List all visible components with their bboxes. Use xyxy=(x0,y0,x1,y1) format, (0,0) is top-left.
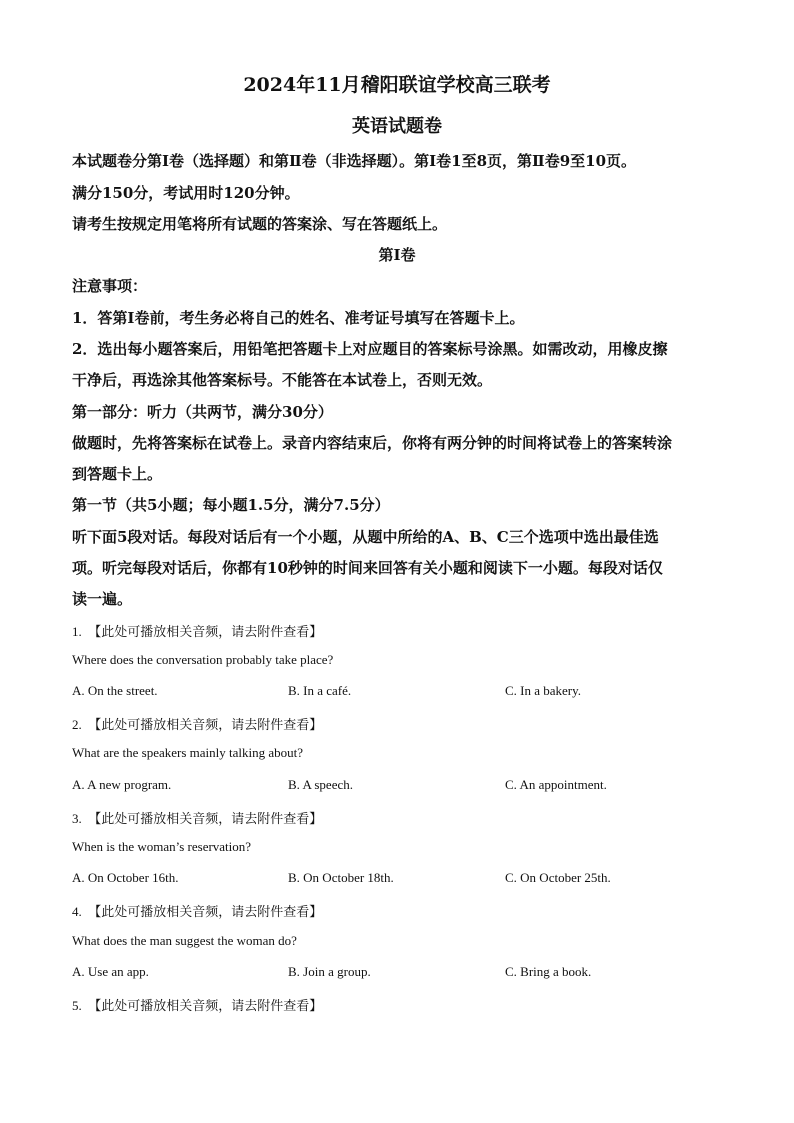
exam-subtitle: 英语试题卷 xyxy=(352,116,442,137)
question-3-text: When is the woman’s reservation? xyxy=(72,839,252,854)
part1-heading: 第一部分：听力（共两节，满分30分） xyxy=(72,403,333,421)
question-4-options xyxy=(72,964,722,982)
option-b: B. On October 18th. xyxy=(288,870,394,885)
audio-placeholder-note: 【此处可播放相关音频，请去附件查看】 xyxy=(88,718,323,733)
notice-item-1: 1．答第Ⅰ卷前，考生务必将自己的姓名、准考证号填写在答题卡上。 xyxy=(72,309,525,327)
option-b: B. In a café. xyxy=(288,683,352,698)
option-a: A. Use an app. xyxy=(72,964,149,979)
option-b: B. Join a group. xyxy=(288,964,371,979)
option-b: B. A speech. xyxy=(288,777,353,792)
notice-item-2-line-1: 2．选出每小题答案后，用铅笔把答题卡上对应题目的答案标号涂黑。如需改动，用橡皮擦 xyxy=(72,340,668,358)
intro-line-1: 本试题卷分第Ⅰ卷（选择题）和第Ⅱ卷（非选择题）。第Ⅰ卷1至8页，第Ⅱ卷9至10页。 xyxy=(72,152,637,170)
intro-line-2: 满分150分，考试用时120分钟。 xyxy=(72,184,300,202)
audio-placeholder-note: 【此处可播放相关音频，请去附件查看】 xyxy=(88,625,323,640)
section1-instruction-line-3: 读一遍。 xyxy=(72,590,133,608)
option-a: A. On October 16th. xyxy=(72,870,179,885)
question-number: 3. xyxy=(72,811,82,826)
notice-item-2-line-2: 干净后，再选涂其他答案标号。不能答在本试卷上，否则无效。 xyxy=(72,371,493,389)
question-1-text: Where does the conversation probably take place? xyxy=(72,652,334,667)
intro-line-3: 请考生按规定用笔将所有试题的答案涂、写在答题纸上。 xyxy=(72,215,448,233)
exam-title: 2024年11月稽阳联谊学校高三联考 xyxy=(243,74,551,96)
option-c: C. On October 25th. xyxy=(505,870,611,885)
question-1-header xyxy=(72,621,722,640)
part1-instruction-line-1: 做题时，先将答案标在试卷上。录音内容结束后，你将有两分钟的时间将试卷上的答案转涂 xyxy=(72,434,673,452)
question-3-options xyxy=(72,870,722,888)
question-number: 2. xyxy=(72,717,82,732)
question-1-options xyxy=(72,683,722,701)
section1-instruction-line-2: 项。听完每段对话后，你都有10秒钟的时间来回答有关小题和阅读下一小题。每段对话仅 xyxy=(72,559,663,577)
question-number: 4. xyxy=(72,904,82,919)
question-4-header xyxy=(72,901,722,920)
option-a: A. On the street. xyxy=(72,683,158,698)
question-2-options xyxy=(72,777,722,795)
audio-placeholder-note: 【此处可播放相关音频，请去附件查看】 xyxy=(88,812,323,827)
question-number: 5. xyxy=(72,998,82,1013)
question-5-header xyxy=(72,995,722,1014)
question-2-header xyxy=(72,714,722,733)
option-c: C. In a bakery. xyxy=(505,683,582,698)
notice-heading: 注意事项： xyxy=(72,277,148,295)
audio-placeholder-note: 【此处可播放相关音频，请去附件查看】 xyxy=(88,999,323,1014)
section1-instruction-line-1: 听下面5段对话。每段对话后有一个小题，从题中所给的A、B、C三个选项中选出最佳选 xyxy=(72,528,659,546)
option-c: C. Bring a book. xyxy=(505,964,592,979)
question-4-text: What does the man suggest the woman do? xyxy=(72,933,297,948)
part1-instruction-line-2: 到答题卡上。 xyxy=(72,465,163,483)
section1-heading: 第一节（共5小题；每小题1.5分，满分7.5分） xyxy=(72,496,390,514)
volume-title: 第Ⅰ卷 xyxy=(378,246,416,264)
option-c: C. An appointment. xyxy=(505,777,607,792)
audio-placeholder-note: 【此处可播放相关音频，请去附件查看】 xyxy=(88,905,323,920)
question-number: 1. xyxy=(72,624,82,639)
option-a: A. A new program. xyxy=(72,777,172,792)
question-3-header xyxy=(72,808,722,827)
question-2-text: What are the speakers mainly talking about? xyxy=(72,745,304,760)
